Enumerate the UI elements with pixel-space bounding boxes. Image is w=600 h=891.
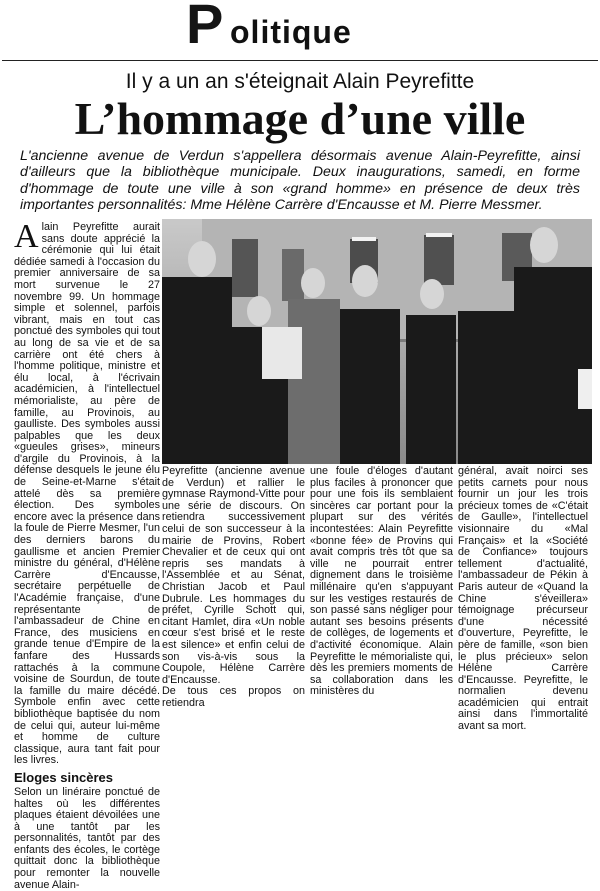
article-paragraph: De tous ces propos on retiendra [162, 685, 305, 709]
article-column-4 [458, 466, 588, 733]
rubric-title: olitique [230, 14, 352, 50]
lead-text: lain Peyrefitte aurait sans doute apprécié la cérémonie qui lui était dédiée samedi à l'occasion du premier anniversaire de sa mort survenue le 27 novembre 99. Un hommage simple et solennel, parfois vibrant, mais en tout cas ponctué des symboles qui tout au long de sa vie et de sa carrière ont été chers à l'homme politique, ministre et élu local, à l'écrivain académicien, à l'intellectuel mémorialiste, au père de famille, au Provinois, au gaulliste. Des symboles aussi palpables que les deux «gueules grises», mineurs d'argile du Provinois, à la défense desquels le jeune élu de Seine-et-Marne s'était attelé dès sa première élection. Des symboles encore avec la présence dans la foule de Pierre Mesmer, l'un des derniers barons du gaullisme et ancien Premier ministre du général, d'Hélène Carrère d'Encausse, secrétaire perpétuelle de l'Académie française, d'une représentante de l'ambassadeur de Chine en France, des musiciens en grande tenue d'Empire de la fanfare des Hussards rattachés à la commune voisine de Sourdun, de toute la famille du maire décédé. Symbole enfin avec cette bibliothèque baptisée du nom de celui qui, auteur lui-même et homme de culture classique, aura tant fait pour les livres. [14, 221, 160, 767]
article-column-left [14, 218, 160, 891]
drop-cap: A [14, 218, 39, 255]
subheading: Eloges sincères [14, 769, 113, 785]
article-column-3 [310, 466, 453, 698]
rubric-rule [2, 60, 598, 61]
ceremony-photo [162, 219, 592, 464]
rubric-initial: P [186, 0, 224, 55]
article-column-2 [162, 466, 305, 709]
article-paragraph: Peyrefitte (ancienne avenue de Verdun) et rallier le gymnase Raymond-Vitte pour une série de discours. On retiendra successivement celui de son successeur à la mairie de Provins, Robert Chevalier et de ceux qui ont repris ses mandats à l'Assemblée et au Sénat, Christian Jacob et Paul Dubrule. Les hommages du préfet, Cyrille Schott qui, citant Hamlet, dira «Un noble cœur s'est brisé et le reste est silence» et enfin celui de son vis-à-vis sous la Coupole, Hélène Carrère d'Encausse. [162, 465, 305, 686]
lead-paragraph [14, 218, 160, 767]
kicker: Il y a un an s'éteignait Alain Peyrefitte [125, 70, 475, 93]
ceremony-photo-image [162, 219, 592, 464]
standfirst: L'ancienne avenue de Verdun s'appellera désormais avenue Alain-Peyrefitte, ainsi d'ailleurs que la bibliothèque municipale. Deux inaugurations, samedi, en forme d'hommage de toute une ville à son «grand homme» en présence de deux très importantes personnalités: Mme Hélène Carrère d'Encausse et M. Pierre Messmer. [20, 148, 580, 214]
article-paragraph: une foule d'éloges d'autant plus faciles à prononcer que pour une fois ils semblaient sincères car portant pour la plupart sur des vérités incontestées: Alain Peyrefitte «bonne fée» de Provins qui avait compris très tôt que sa ville ne pourrait entrer dignement dans le troisième millénaire qu'en s'appuyant sur les vestiges restaurés de son passé sans négliger pour autant ses besoins présents de collèges, de logements et d'activité économique. Alain Peyrefitte le mémorialiste qui, dès les premiers moments de sa collaboration dans les ministères du [310, 465, 453, 698]
article-paragraph: général, avait noirci ses petits carnets pour nous fournir un jour les trois précieux tomes de «C'était de Gaulle», l'intellectuel visionnaire du «Mal Français» et la «Société de Confiance» toujours tellement d'actualité, l'ambassadeur de Pékin à Paris auteur de «Quand la Chine s'éveillera» témoignage précurseur d'une nécessité d'ouverture, Peyrefitte, le père de famille, «son bien le plus précieux» selon Hélène Carrère d'Encausse. Peyrefitte, le normalien devenu académicien qui entrait ainsi dans l'immortalité avant sa mort. [458, 465, 588, 733]
headline: L’hommage d’une ville [74, 93, 526, 144]
article-paragraph: Selon un linéraire ponctué de haltes où les différentes plaques étaient dévoilées une à une tantôt par les personnalités, tantôt par des enfants des écoles, le cortège quittait donc la bibliothèque pour remonter la nouvelle avenue Alain- [14, 785, 160, 891]
